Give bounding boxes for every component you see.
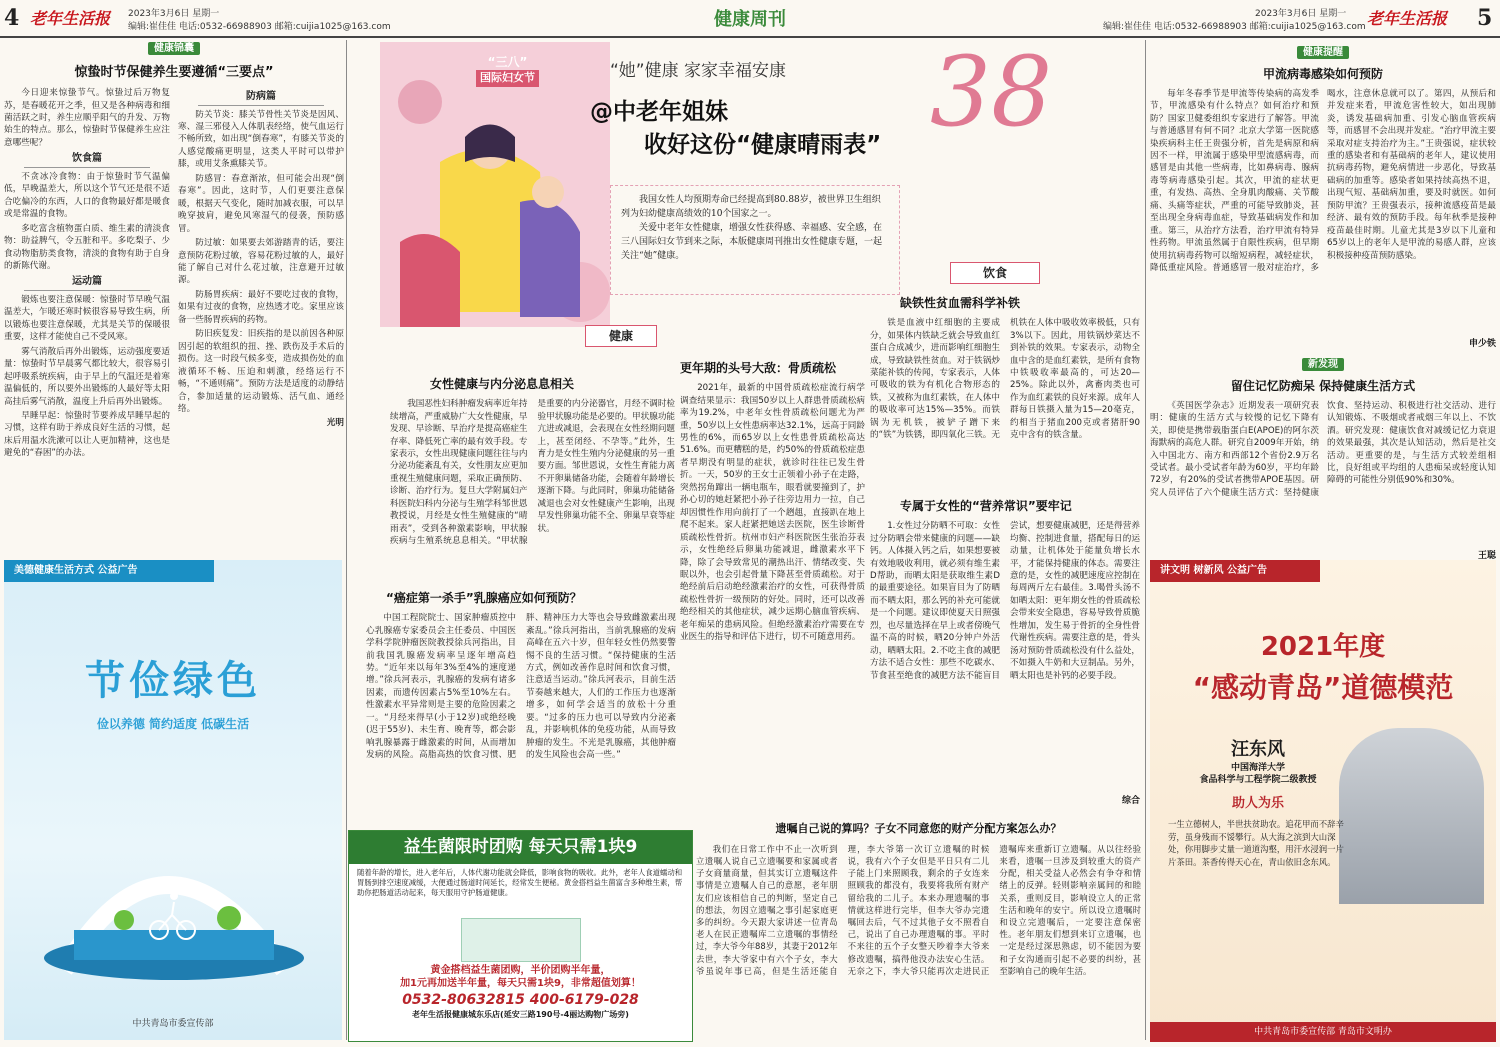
right-memory-article <box>1150 358 1496 560</box>
article-body: 中国工程院院士、国家肿瘤质控中心乳腺癌专家委员会主任委员、中国医学科学院肿瘤医院教授徐兵河指出，目前我国乳腺癌发病率呈逐年增高趋势。“近年来以每年3%至4%的速度递增。”徐兵河表示，乳腺癌的发病有诸多因素，而遗传因素占5%至10%左右。性激素水平异常则是主要的危险因素之一。“月经来得早(小于12岁)或绝经晚(迟于55岁)、未生育、晚育等，都会影响乳腺暴露于雌激素的时间，从而增加发病的风险。高脂高热的饮食习惯、肥胖、精神压力大等也会导致雌激素出现紊乱。”徐兵河指出，当前乳腺癌的发病高峰在五六十岁，但年轻女性仍然要警惕不良的生活习惯。“保持健康的生活方式，例如改善作息时间和饮食习惯，注意适当运动。”徐兵河表示，目前生活节奏越来越大，人们的工作压力也逐渐增多，如何学会适当的放松十分重要。“过多的压力也可以导致内分泌紊乱，并影响机体的免疫功能，从而导致肿瘤的发生。不光是乳腺癌，其他肿瘤的发生风险也会高一些。” <box>366 613 676 761</box>
article-title: “癌症第一杀手”乳腺癌应如何预防？ <box>386 591 582 605</box>
byline: 申少铁 <box>1468 338 1496 349</box>
article-iron <box>870 295 1140 485</box>
subhead-diet: 饮食篇 <box>24 152 150 168</box>
article-title: 遗嘱自己说的算吗？子女不同意您的财产分配方案怎么办？ <box>775 822 1062 835</box>
paragraph: 多吃富含植物蛋白质、维生素的清淡食物：助益脾气，令五脏和平。多吃梨子、少食动物脂肪类食物，清淡的食物有助于自身的新陈代谢。 <box>4 223 170 271</box>
brand-logo: 老年生活报 <box>30 9 111 28</box>
paragraph: 不贪冰冷食物：由于惊蛰时节气温偏低，早晚温差大，所以这个节气还是很不适合吃偏冷的东西，人口的食物最好都是暖食或是常温的食物。 <box>4 171 170 220</box>
article-nutrition <box>870 498 1140 810</box>
ad-org: 中共青岛市委宣传部 青岛市文明办 <box>1150 1022 1496 1042</box>
banner-womens-day: 国际妇女节 <box>476 70 539 87</box>
article-title: 惊蛰时节保健养生要遵循“三要点” <box>74 64 274 80</box>
article-body: 2021年，最新的中国骨质疏松症流行病学调查结果显示：我国50岁以上人群患骨质疏松病率为19.2%，中老年女性骨质疏松问题尤为严重，50岁以上女性患病率达32.1%，远高于同龄男性的6%，而65岁以上女性患骨质疏松高达51.6%。而更糟糕的是，约50%的骨质疏松症患者早期没有明显的症状，就诊时往往已发生骨折。一天，50岁的王女士正领着小孙子在走路，突然拐角蹿出一辆电瓶车，眼看就要撞到了，护孙心切的她赶紧把小孙子往旁边用力一拉，自己却因惯性作用向前打了一个趔趄，直接趴在地上爬不起来。家人赶紧把她送去医院，医生诊断骨质疏松性骨折。杭州市妇产科医院医生张治芬表示，女性绝经后卵巢功能减退，雌激素水平下降，除了会导致常见的潮热出汗、情绪改变、失眠以外，也会引起骨量下降甚至骨质疏松。对于绝经前后启动绝经激素治疗的女性，可获得骨质疏松性骨折一级预防的好处。同时，还可以改善绝经相关的其他症状，减少远期心脑血管疾病、老年痴呆的患病风险。但绝经激素治疗需要在专业医生的指导和评估下进行，切不可随意用药。 <box>680 383 865 643</box>
address: 老年生活报健康城东乐店(延安三路190号-4丽达购物广场旁) <box>412 1009 629 1019</box>
subhead-disease: 防病篇 <box>198 90 324 106</box>
headline-1: @中老年姐妹 <box>590 98 728 125</box>
right-flu-article <box>1150 46 1496 351</box>
paragraph: 锻炼也要注意保暖：惊蛰时节早晚气温温差大，乍暖还寒时候很容易导致生病，所以锻炼也要注意保暖，尤其是关节的保暖很重要，这样才能使自己不受风寒。 <box>4 294 170 343</box>
headline-2: 收好这份“健康晴雨表” <box>644 131 882 158</box>
ad-green-living <box>4 560 342 1040</box>
cyclist-illustration <box>4 780 342 980</box>
phone: 0532-80632815 400-6179-028 <box>402 991 639 1008</box>
left-article <box>4 42 344 552</box>
byline: 王聪 <box>1477 550 1496 560</box>
date: 2023年3月6日 星期一 <box>128 9 220 19</box>
left-header <box>4 4 444 36</box>
article-title: 专属于女性的“营养常识”要牢记 <box>900 499 1072 513</box>
article-title: 甲流病毒感染如何预防 <box>1262 66 1383 81</box>
article-body: 我国恶性妇科肿瘤发病率近年持续增高，严重威胁广大女性健康，早发现、早诊断、早治疗是提高癌症生存率、降低死亡率的最有效手段。专家表示，女性出现健康问题往往与内分泌功能紊乱有关，女性朋友应更加重视生殖健康问题，采取正确预防、诊断、治疗行为。复旦大学附属妇产科医院妇科内分泌与生殖学科邹世恩教授说，月经是女性生殖健康的“晴雨表”，受到各种激素影响，甲状腺疾病与生殖系统息息相关。“甲状腺是重要的内分泌器官，月经不调时检验甲状腺功能是必要的。甲状腺功能亢进或减退，会表现在女性经期问题上，甚至闭经、不孕等。”此外，生育力是女性生殖内分泌健康的另一重要方面。邹世恩说，女性生育能力离不开卵巢储备功能，会随着年龄增长逐渐下降。与此同时，卵巢功能储备减退也会对女性健康产生影响，出现早发性卵巢功能不全、卵巢早衰等症状。 <box>390 399 675 547</box>
article-title: 更年期的头号大敌：骨质疏松 <box>680 361 837 375</box>
label-diet: 饮食 <box>950 262 1040 284</box>
ad-org: 中共青岛市委宣传部 <box>132 1018 214 1029</box>
byline: 综合 <box>1121 796 1140 807</box>
big-38: 38 <box>930 36 1053 148</box>
feature-heading <box>590 60 970 170</box>
paragraph: 雾气消散后再外出锻炼，运动强度要适量：惊蛰时节早晨雾气都比较大，很容易引起呼吸系统疾病，由于早上的气温还是着寒温偏低的，所以要外出锻炼的人最好等太阳高挂后雾气消散，温度上升后再外出锻炼。 <box>4 346 170 407</box>
article-body: 《英国医学杂志》近期发表一项研究表明：健康的生活方式与较慢的记忆下降有关，即使是携带载脂蛋白E(APOE)的阿尔茨海默病的高危人群。研究自2009年开始，纳入中国北方、南方和西部12个省份2.9万名受试者。最小受试者年龄为60岁，平均年龄72岁，有20%的受试者携带APOE基因。研究人员评估了六个健康生活方式：坚持健康饮食、坚持运动、积极进行社交活动、进行认知锻炼、不吸烟或者戒烟三年以上、不饮酒。研究发现：健康饮食对减缓记忆力衰退的效果最强，其次是认知活动，然后是社交活动。更重要的是，与生活方式较差组相比，良好组或平均组的人患痴呆或轻度认知障碍的可能性分别低90%和30%。 <box>1150 400 1496 498</box>
section-tag: 健康锦囊 <box>148 42 200 55</box>
description: 一生立德树人，半世扶贫助农。追花甲而不辞辛劳，虽身残而不馁攀行。从大海之滨到大山深处，你用脚步丈量一道道沟壑，用汗水浸润一片片茶田。茶香传得天心在，青山依旧念东风。 <box>1168 819 1344 867</box>
section-title: 健康周刊 <box>714 9 786 30</box>
ad-tag: 美德健康生活方式 公益广告 <box>4 560 214 582</box>
article-endocrine <box>390 376 675 576</box>
person-name: 汪东风 <box>1231 739 1285 760</box>
article-body: 铁是血液中红细胞的主要成分，如果体内铁缺乏就会导致血红蛋白合成减少，进而影响红细胞生成，导致缺铁性贫血。对于铁锅炒菜能补铁的传闻，专家表示，人体可吸收的铁为有机化合物形态的铁，又被称为血红素铁，在人体中的吸收率可达15%—35%。而铁锅为无机铁，被铲子蹭下来的“铁”为铁锈，即四氧化三铁。无机铁在人体中吸收效率极低，只有3%以下。因此，用铁锅炒菜达不到补铁的效果。专家表示，动物全血中含的是血红素铁，是所有食物中铁吸收率最高的，可达20—25%。除此以外，禽畜肉类也可作为血红素铁的良好来源。成年人群每日铁摄入量为15—20毫克，约相当于猪血200克或者猪肝90克中含有的铁含量。 <box>870 318 1140 441</box>
paragraph: 防旧疾复发：旧疾指的是以前因各种原因引起的软组织的扭、挫、跌伤及手术后的损伤。这一时段气候多变，造成损伤处的血液循环不畅、压迫和刺激，经络运行不畅，“不通则痛”。预防方法是适度的动静结合，参加适量的运动锻炼、活气血、通经络。 <box>178 329 344 414</box>
lead-paragraph: 我国女性人均预期寿命已经提高到80.88岁，被世界卫生组织列为妇幼健康高绩效的10个国家之一。 <box>621 195 881 219</box>
intro: 今日迎来惊蛰节气。惊蛰过后万物复苏，是春暖花开之季，但又是各种病毒和细菌活跃之时，养生应顺乎阳气的升发、万物始生的特点。那么，惊蛰时节保健养生应注意哪些呢？ <box>4 88 170 148</box>
right-page-number: 5 <box>1477 5 1493 31</box>
section-tag: 新发现 <box>1302 358 1344 371</box>
editor-info-right: 编辑:崔佳佳 电话:0532-66988903 邮箱:cuijia1025@163.com <box>1103 22 1366 32</box>
date-right: 2023年3月6日 星期一 <box>1255 9 1347 19</box>
article-body: 我们在日常工作中不止一次听到立遗嘱人说自己立遗嘱要和家属或者子女商量商量，但其实订立遗嘱这件事情是立遗嘱人自己的意愿，老年朋友们应该相信自己的判断，坚定自己的想法，勿因立遗嘱之事引起家庭更多的纠纷。今天跟大家讲述一位青岛老人在民正遗嘱库二立遗嘱的事情经过，李大爷今年88岁，其妻于2012年去世，李大爷家中有六个子女，李大爷虽说年事已高，但是生活还能自理，李大爷第一次订立遗嘱的时候说，我有六个子女但是平日只有二儿子能上门来照顾我，剩余的子女连来照顾我的都没有，我要将我所有财产留给我的二儿子。本来办理遗嘱的事情就这样进行完毕，但李大爷办完遗嘱回去后，气不过其他子女不照看自己，说出了自己办理遗嘱的事。平时不来往的五个子女整天吵着李大爷来修改遗嘱，搞得他没办法安心生活。无奈之下，李大爷只能再次走进民正遗嘱库来重新订立遗嘱。从以往经验来看，遗嘱一旦涉及到较重大的资产分配，相关受益人必然会有争夺和情绪上的反弹。轻则影响亲属间的和睦关系，重则反目，影响设立人的正常生活和晚年的安宁。所以设立遗嘱时和设立完遗嘱后，一定要注意保密性。老年朋友们想到来订立遗嘱，也一定是经过深思熟虑，切不能因为要和子女沟通而引起不必要的纠纷，甚至影响自己的晚年生活。 <box>696 843 1141 976</box>
article-will <box>696 822 1141 1042</box>
article-title: 女性健康与内分泌息息相关 <box>430 377 575 391</box>
lead-paragraph: 关爱中老年女性健康，增强女性获得感、幸福感、安全感，在三八国际妇女节到来之际，本版健康周刊推出女性健康专题，一起关注“她”健康。 <box>621 222 883 261</box>
ad-probiotic <box>348 830 693 1042</box>
person-unit-2: 食品科学与工程学院二级教授 <box>1199 775 1317 786</box>
ad-tag: 讲文明 树新风 公益广告 <box>1150 560 1320 582</box>
article-body: 每年冬春季节是甲流等传染病的高发季节，甲流感染有什么特点？如何治疗和预防？国家卫健委组织专家进行了解答。甲流与普通感冒有何不同？北京大学第一医院感染疾病科主任王贵强分析，首先是病原和病因不一样，甲流属于感染甲型流感病毒，而感冒是由其他一些病毒，比如鼻病毒、腺病毒等病毒感染引起。其次，甲流的症状更重，有发热、高热、全身肌肉酸痛、关节酸痛、头痛等症状，严重的可能导致肺炎，甚至出现全身病毒血症，导致基础病发作和加重。第三，从治疗方法看，治疗甲流有特异性药物。甲流虽然属于自限性疾病，但早期使用抗病毒药物可以缩短病程，减轻症状，降低重症风险。普通感冒一般对症治疗，多喝水，注意休息就可以了。第四，从预后和并发症来看，甲流危害性较大，如出现肺炎，诱发基础病加重、引发心脑血管疾病等，而感冒不会出现并发症。“治疗甲流主要采取对症支持治疗为主。”王贵强说，症状较重的感染者和有基础病的老年人，建议使用抗病毒药物，避免病情进一步恶化，导致基础病的加重等。感染者如果持续高热不退，出现气短、基础病加重，要及时就医。如何预防甲流？王贵强表示，接种流感疫苗是最经济、最有效的预防手段。每年秋季是接种疫苗最佳时期。儿童尤其是3岁以下儿童和65岁以上的老年人是甲流的易感人群，应该积极接种疫苗预防感染。 <box>1150 88 1496 274</box>
editor-info: 编辑:崔佳佳 电话:0532-66988903 邮箱:cuijia1025@163.com <box>128 22 391 32</box>
section-tag: 健康提醒 <box>1297 46 1349 59</box>
feature-lead <box>610 185 900 295</box>
article-body: 1.女性过分防晒不可取：女性过分防晒会带来健康的问题——缺钙。人体摄入钙之后，如果想要被有效地吸收利用，就必须有维生素D帮助，而晒太阳是获取维生素D的最重要途径。如果盲目为了防晒而不晒太阳，那么钙的补充可能就是一个问题。建议即使夏天日照强烈，也尽量选择在早上或者傍晚气温不高的时候，晒20分钟户外活动，晒晒太阳。2.不吃主食的减肥方法不适合女性：那些不吃碳水、节食甚至绝食的减肥方法不能盲目尝试，想要健康减肥，还是得营养均衡、控制进食量，搭配每日的运动量，让机体处于能量负增长水平，才能保持健康的体态。需要注意的是，女性的减肥速度应控制在每周两斤左右最佳。3.喝骨头汤不如晒太阳：更年期女性的骨质疏松会带来安全隐患，容易导致骨质脆性增加，发生易于骨折的全身性骨代谢性疾病。需要注意的是，骨头汤对预防骨质疏松没有什么益处，不如摄入牛奶和大豆制品。另外，晒太阳也是补钙的必要手段。 <box>870 521 1140 681</box>
feature-banner <box>380 42 610 327</box>
person-unit: 中国海洋大学 <box>1230 763 1285 774</box>
paragraph: 早睡早起：惊蛰时节要养成早睡早起的习惯，这样有助于养成良好生活的习惯，起床后用温水洗漱可以让人更加精神，这也是避免的“春困”的办法。 <box>4 411 170 459</box>
ad-year: 2021年度 <box>1260 631 1386 662</box>
article-title: 缺铁性贫血需科学补铁 <box>900 296 1021 310</box>
paragraph: 防关节炎：膝关节骨性关节炎是因风、寒、湿三邪侵入人体肌表经络，使气血运行不畅所致，如出现“倒春寒”，有膝关节炎的人感觉酸痛更明显，这类人平时可以带护膝，或用艾条熏膝关节。 <box>178 109 344 170</box>
byline: 光明 <box>326 418 344 429</box>
ad-moral-model <box>1150 560 1496 1042</box>
kicker: “她”健康 家家幸福安康 <box>610 61 787 81</box>
banner-small: “三八” <box>487 55 528 69</box>
article-breast-cancer <box>366 590 676 825</box>
left-page-number: 4 <box>4 5 20 31</box>
product-image <box>461 918 581 962</box>
ad-title: “感动青岛”道德模范 <box>1192 670 1454 704</box>
subhead-exercise: 运动篇 <box>24 275 150 291</box>
ad-title: 节俭绿色 <box>85 657 261 704</box>
article-title: 留住记忆防痴呆 保持健康生活方式 <box>1230 378 1416 393</box>
paragraph: 防感冒：春意渐浓，但可能会出现“倒春寒”。因此，这时节，人们更要注意保暖，根据天气变化，随时加减衣服，可以早晚穿披肩，避免风寒湿气的侵袭，预防感冒。 <box>178 173 344 234</box>
category: 助人为乐 <box>1231 795 1284 811</box>
label-health: 健康 <box>585 325 657 347</box>
paragraph: 防过敏：如果要去郊游踏青的话，要注意预防花粉过敏，容易花粉过敏的人，最好能了解自己对什么花过敏，注意避开过敏源。 <box>178 238 344 286</box>
promo-line-1: 黄金搭档益生菌团购，半价团购半年量， <box>430 964 611 976</box>
portrait <box>1339 728 1484 904</box>
promo-line-2: 加1元再加送半年量，每天只需1块9，非常超值划算！ <box>400 978 641 990</box>
ad-slogan: 俭以养德 简约适度 低碳生活 <box>96 716 250 731</box>
right-header <box>1095 4 1495 36</box>
ad-probiotic-title: 益生菌限时团购 每天只需1块9 <box>349 831 692 864</box>
brand-logo-right: 老年生活报 <box>1367 9 1448 28</box>
paragraph: 防肠胃疾病：最好不要吃过夜的食物，如果有过夜的食物，应热透才吃。家里应该备一些肠胃疾病的药物。 <box>178 289 344 325</box>
article-osteoporosis <box>680 360 865 830</box>
ad-probiotic-body: 随着年龄的增长，进入老年后，人体代谢功能就会降低，影响食物的吸收。此外，老年人食道蠕动和胃肠到排空速度减缓，大便通过肠道时间延长，经常发生便秘。黄金搭档益生菌富含多种维生素，帮助你把肠道活动起来，每天服用守护肠道健康。 <box>357 867 683 897</box>
